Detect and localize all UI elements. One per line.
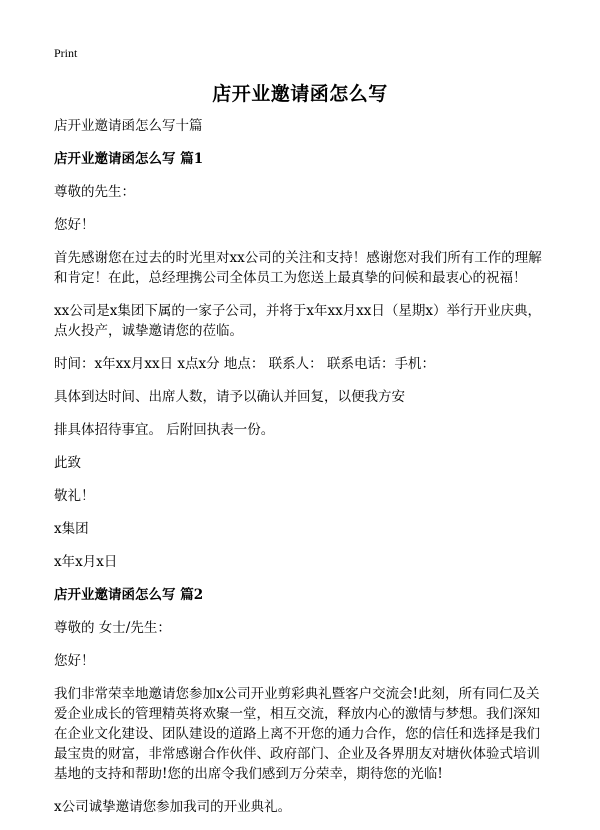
signature-date: x年x月x日 (54, 554, 118, 570)
section-heading-2: 店开业邀请函怎么写 篇2 (54, 587, 204, 603)
greeting-2: 您好！ (54, 653, 95, 669)
salutation-1: 尊敬的先生： (54, 184, 135, 200)
salutation-2: 尊敬的 女士/先生： (54, 620, 171, 636)
closing-line: 此致 (54, 455, 81, 471)
body-paragraph: xx公司是x集团下属的一家子公司，并将于x年xx月xx日（星期x）举行开业庆典，点火投产，诚挚邀请您的莅临。 (54, 303, 542, 339)
closing-line: 敬礼！ (54, 488, 95, 504)
intro-paragraph: 店开业邀请函怎么写十篇 (54, 118, 203, 134)
body-paragraph: x公司诚挚邀请您参加我司的开业典礼。 (54, 799, 292, 815)
body-paragraph: 具体到达时间、出席人数，请予以确认并回复，以便我方安 (54, 389, 405, 405)
greeting-1: 您好！ (54, 217, 95, 233)
section-heading-1: 店开业邀请函怎么写 篇1 (54, 151, 204, 167)
body-paragraph: 排具体招待事宜。 后附回执表一份。 (54, 422, 275, 438)
signature-org: x集团 (54, 521, 89, 537)
print-label: Print (54, 46, 78, 60)
document-body (54, 116, 550, 830)
body-paragraph: 首先感谢您在过去的时光里对xx公司的关注和支持！感谢您对我们所有工作的理解和肯定！在此，总经理携公司全体员工为您送上最真挚的问候和最衷心的祝福！ (54, 250, 542, 286)
page-title: 店开业邀请函怎么写 (212, 83, 388, 105)
event-details: 时间：x年xx月xx日 x点x分 地点： 联系人： 联系电话：手机： (54, 356, 435, 372)
body-paragraph: 我们非常荣幸地邀请您参加x公司开业剪彩典礼暨客户交流会!此刻，所有同仁及关爱企业成长的管理精英将欢聚一堂，相互交流，释放内心的激情与梦想。我们深知在企业文化建设、团队建设的道路上离不开您的通力合作，您的信任和选择是我们最宝贵的财富，非常感谢合作伙伴、政府部门、企业及各界朋友对塘伙体验式培训基地的支持和帮助!您的出席令我们感到万分荣幸，期待您的光临! (54, 686, 540, 782)
